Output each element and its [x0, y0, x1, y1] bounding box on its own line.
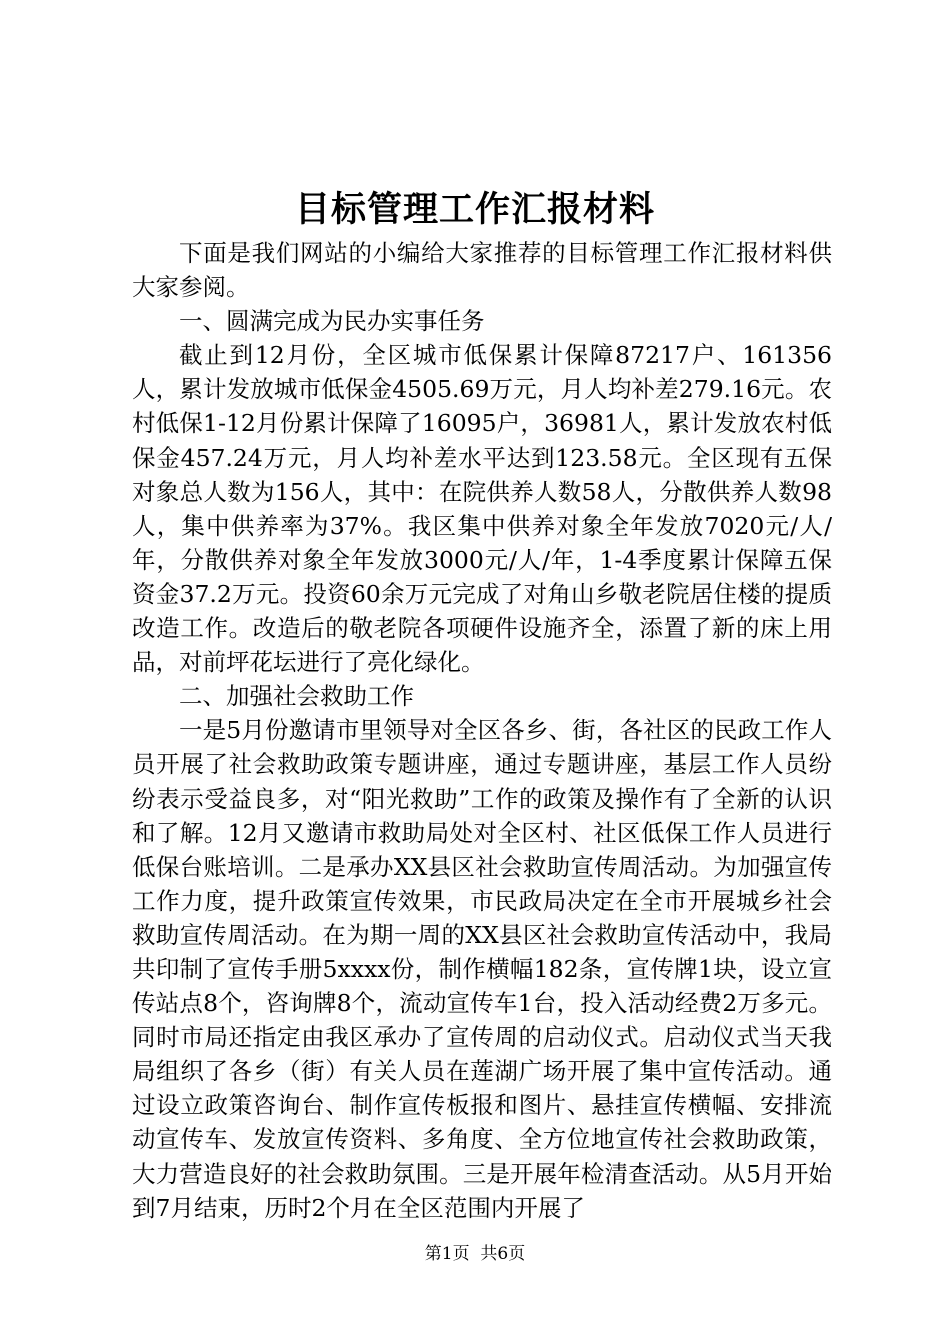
document-body [132, 236, 832, 1225]
section-heading-2: 二、加强社会救助工作 [179, 682, 414, 711]
page-footer [0, 1242, 950, 1266]
page-total: 共6页 [480, 1244, 526, 1264]
intro-paragraph: 下面是我们网站的小编给大家推荐的目标管理工作汇报材料供大家参阅。 [132, 239, 832, 302]
footer-separator [470, 1244, 481, 1264]
section-2-paragraph: 一是5月份邀请市里领导对全区各乡、街，各社区的民政工作人员开展了社会救助政策专题讲座，通过专题讲座，基层工作人员纷纷表示受益良多，对“阳光救助”工作的政策及操作有了全新的认识和了解。12月又邀请市救助局处对全区村、社区低保工作人员进行低保台账培训。二是承办XX县区社会救助宣传周活动。为加强宣传工作力度，提升政策宣传效果，市民政局决定在全市开展城乡社会救助宣传周活动。在为期一周的XX县区社会救助宣传活动中，我局共印制了宣传手册5xxxx份，制作横幅182条，宣传牌1块，设立宣传站点8个，咨询牌8个，流动宣传车1台，投入活动经费2万多元。同时市局还指定由我区承办了宣传周的启动仪式。启动仪式当天我局组织了各乡（街）有关人员在莲湖广场开展了集中宣传活动。通过设立政策咨询台、制作宣传板报和图片、悬挂宣传横幅、安排流动宣传车、发放宣传资料、多角度、全方位地宣传社会救助政策，大力营造良好的社会救助氛围。三是开展年检清查活动。从5月开始到7月结束，历时2个月在全区范围内开展了 [132, 716, 832, 1222]
section-1-paragraph: 截止到12月份，全区城市低保累计保障87217户、161356人，累计发放城市低保金4505.69万元，月人均补差279.16元。农村低保1-12月份累计保障了16095户，36981人，累计发放农村低保金457.24万元，月人均补差水平达到123.58元。全区现有五保对象总人数为156人，其中：在院供养人数58人，分散供养人数98人，集中供养率为37%。我区集中供养对象全年发放7020元/人/年，分散供养对象全年发放3000元/人/年，1-4季度累计保障五保资金37.2万元。投资60余万元完成了对角山乡敬老院居住楼的提质改造工作。改造后的敬老院各项硬件设施齐全，添置了新的床上用品，对前坪花坛进行了亮化绿化。 [132, 341, 832, 677]
section-heading-1: 一、圆满完成为民办实事任务 [179, 307, 485, 336]
page-number: 第1页 [424, 1244, 470, 1264]
document-title: 目标管理工作汇报材料 [294, 189, 655, 230]
